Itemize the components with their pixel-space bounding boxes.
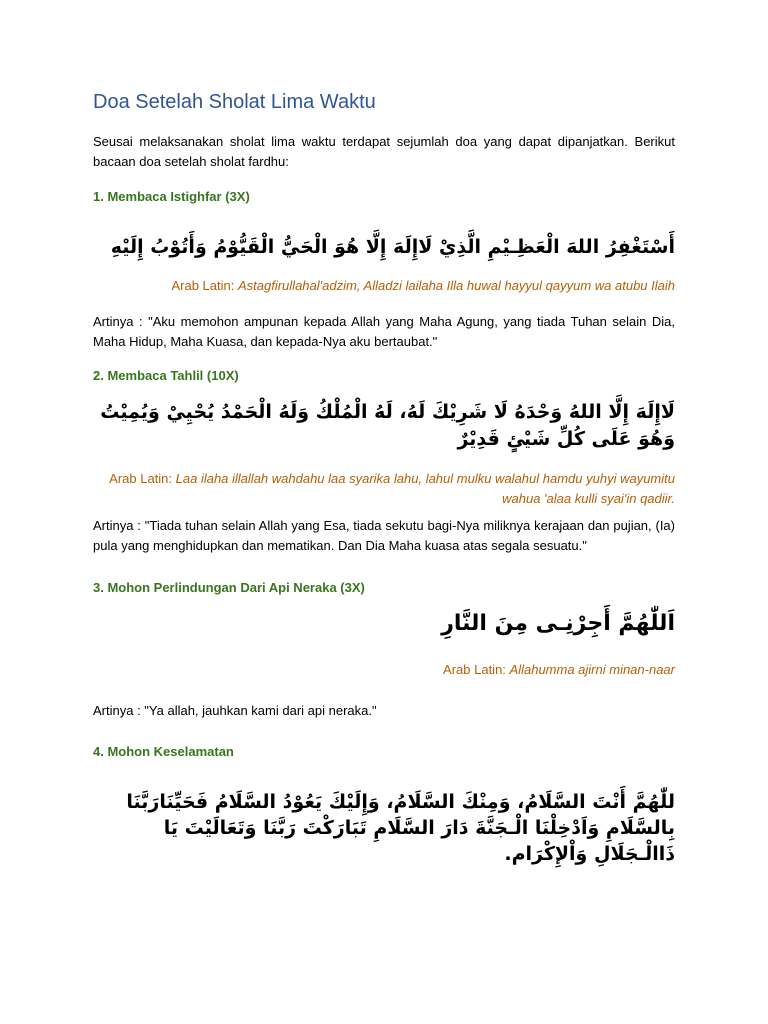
intro-paragraph: Seusai melaksanakan sholat lima waktu terdapat sejumlah doa yang dapat dipanjatkan. Berikut bacaan doa setelah sholat fardhu: [93,134,675,169]
latin-value: Astagfirullahal'adzim, Alladzi lailaha Illa huwal hayyul qayyum wa atubu Ilaih [237,278,675,293]
section-1-arabic-text: أَسْتَغْفِرُ اللهَ الْعَظِـيْمِ الَّذِيْ لَاإِلَهَ إِلَّا هُوَ الْحَيُّ الْقَيُّوْمُ وَأَتُوْبُ إِلَيْهِ [110,236,675,258]
section-3-arabic-text: اَللّٰهُمَّ أَجِرْنِـى مِنَ النَّارِ [441,611,675,636]
section-3-latin-transliteration [93,660,675,680]
page-title: Doa Setelah Sholat Lima Waktu [93,91,376,113]
section-4-arabic-text: للّٰهُمَّ أَنْتَ السَّلَامُ، وَمِنْكَ السَّلَامُ، وَإِلَيْكَ يَعُوْدُ السَّلَامُ فَحَيِّنَارَبَّنَا بِالسَّلَامِ وَاَدْخِلْنَا الْـجَنَّةَ دَارَ السَّلَامِ تَبَارَكْتَ رَبَّنَا وَتَعَالَيْتَ يَا ذَاالْـجَلَالِ وَاْلإِكْرَام. [126,791,675,865]
section-3-heading: 3. Mohon Perlindungan Dari Api Neraka (3X) [93,580,365,595]
section-1-translation: Artinya : "Aku memohon ampunan kepada Allah yang Maha Agung, yang tiada Tuhan selain Dia, Maha Hidup, Maha Kuasa, dan kepada-Nya aku bertaubat." [93,314,675,349]
section-2-translation: Artinya : "Tiada tuhan selain Allah yang Esa, tiada sekutu bagi-Nya miliknya kerajaan dan pujian, (Ia) pula yang menghidupkan dan mematikan. Dan Dia Maha kuasa atas segala sesuatu." [93,518,675,553]
section-2-arabic-text: لَاإِلَهَ إِلَّا اللهُ وَحْدَهُ لَا شَرِيْكَ لَهُ، لَهُ الْمُلْكُ وَلَهُ الْحَمْدُ يُحْيِيْ وَيُمِيْتُ وَهُوَ عَلَى كُلِّ شَيْئٍ قَدِيْرٌ [100,401,675,450]
document-page [93,0,675,867]
section-3-translation: Artinya : "Ya allah, jauhkan kami dari api neraka." [93,703,377,718]
latin-label: Arab Latin: [171,278,235,293]
section-2-latin-transliteration [93,469,675,509]
latin-label: Arab Latin: [109,471,173,486]
section-2-heading: 2. Membaca Tahlil (10X) [93,368,239,383]
latin-value: Allahumma ajirni minan-naar [509,662,675,677]
section-1-latin-transliteration [93,276,675,296]
section-4-heading: 4. Mohon Keselamatan [93,744,234,759]
latin-label: Arab Latin: [443,662,506,677]
section-1-heading: 1. Membaca Istighfar (3X) [93,189,250,204]
latin-value: Laa ilaha illallah wahdahu laa syarika lahu, lahul mulku walahul hamdu yuhyi wayumitu wahua 'alaa kulli syai'in qadiir. [175,471,675,506]
